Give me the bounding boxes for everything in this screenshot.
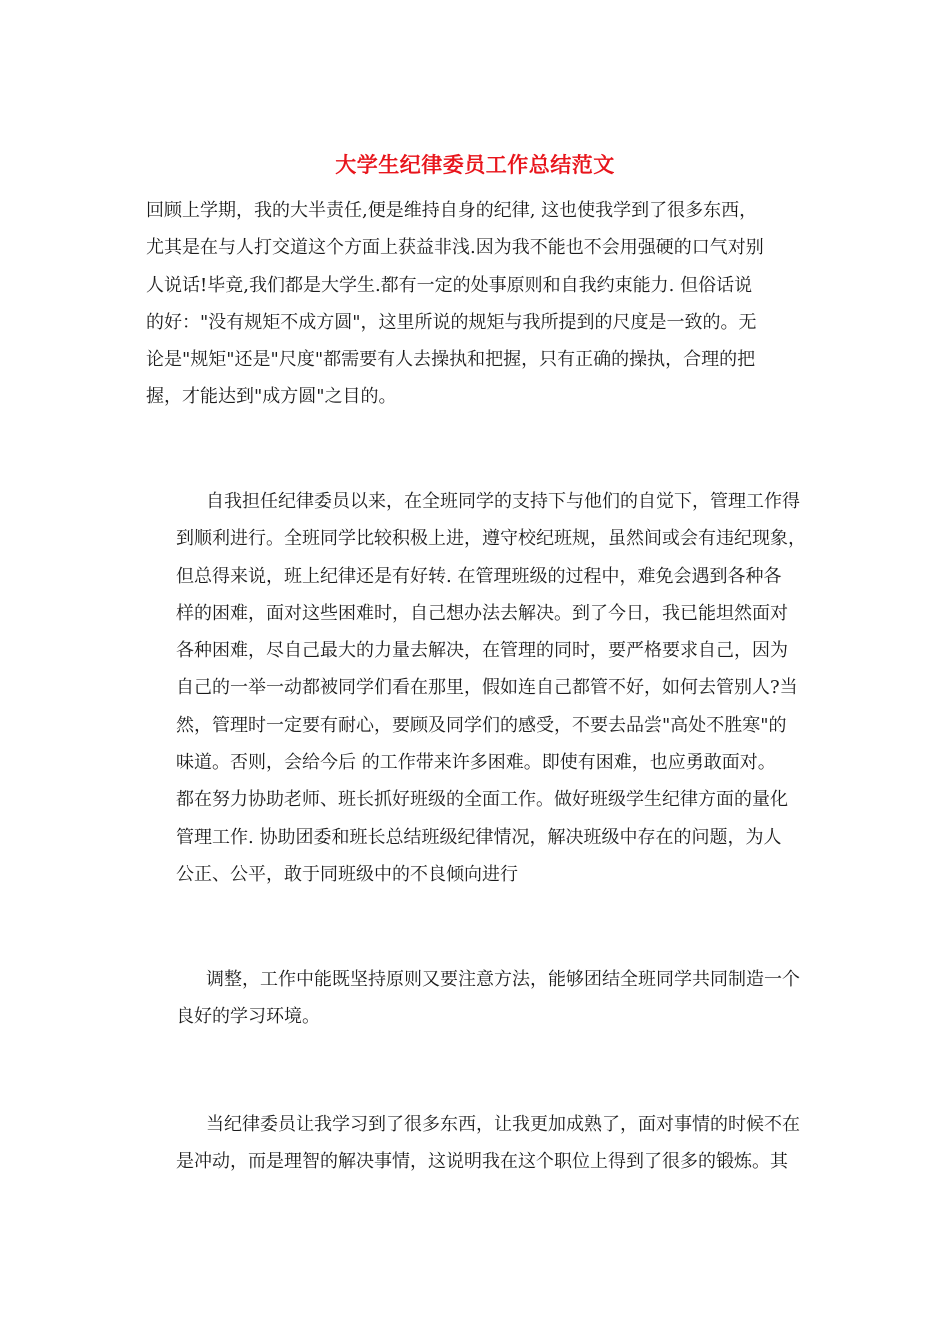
paragraph-4: [146, 1106, 808, 1181]
document-title: 大学生纪律委员工作总结范文: [335, 152, 615, 177]
paragraph-line: 自己的一举一动都被同学们看在那里，假如连自己都管不好，如何去管别人?当: [176, 677, 798, 699]
paragraph-line: 公正、公平，敢于同班级中的不良倾向进行: [176, 863, 518, 885]
paragraph-line: 尤其是在与人打交道这个方面上获益非浅.因为我不能也不会用强硬的口气对别: [146, 237, 764, 259]
paragraph-line: 良好的学习环境。: [176, 1006, 320, 1028]
paragraph-line: 但总得来说，班上纪律还是有好转. 在管理班级的过程中，难免会遇到各种各: [176, 565, 782, 587]
paragraph-line: 握，才能达到"成方圆"之目的。: [146, 386, 397, 408]
paragraph-line: 论是"规矩"还是"尺度"都需要有人去操执和把握，只有正确的操执，合理的把: [146, 349, 756, 371]
paragraph-line: 调整，工作中能既坚持原则又要注意方法，能够团结全班同学共同制造一个: [206, 969, 800, 990]
paragraph-2: [146, 483, 808, 893]
paragraph-line: 自我担任纪律委员以来，在全班同学的支持下与他们的自觉下，管理工作得: [206, 491, 800, 512]
paragraph-1: [146, 192, 808, 416]
paragraph-line: 各种困难，尽自己最大的力量去解决，在管理的同时，要严格要求自己，因为: [176, 640, 788, 662]
paragraph-line: 到顺利进行。全班同学比较积极上进，遵守校纪班规，虽然间或会有违纪现象，: [176, 528, 806, 550]
paragraph-line: 都在努力协助老师、班长抓好班级的全面工作。做好班级学生纪律方面的量化: [176, 789, 788, 811]
paragraph-line: 人说话!毕竟,我们都是大学生.都有一定的处事原则和自我约束能力. 但俗话说: [146, 274, 753, 296]
paragraph-3: [146, 961, 808, 1036]
paragraph-line: 回顾上学期，我的大半责任,便是维持自身的纪律, 这也使我学到了很多东西，: [146, 200, 758, 221]
paragraph-line: 味道。否则，会给今后 的工作带来许多困难。即使有困难，也应勇敢面对。: [176, 752, 776, 774]
paragraph-line: 样的困难，面对这些困难时，自己想办法去解决。到了今日，我已能坦然面对: [176, 602, 788, 624]
paragraph-line: 然，管理时一定要有耐心，要顾及同学们的感受，不要去品尝"高处不胜寒"的: [176, 714, 787, 736]
paragraph-line: 的好："没有规矩不成方圆"，这里所说的规矩与我所提到的尺度是一致的。无: [146, 311, 757, 333]
paragraph-line: 当纪律委员让我学习到了很多东西，让我更加成熟了，面对事情的时候不在: [206, 1114, 800, 1135]
paragraph-line: 管理工作. 协助团委和班长总结班级纪律情况，解决班级中存在的问题，为人: [176, 826, 782, 848]
paragraph-line: 是冲动，而是理智的解决事情，这说明我在这个职位上得到了很多的锻炼。其: [176, 1151, 788, 1173]
